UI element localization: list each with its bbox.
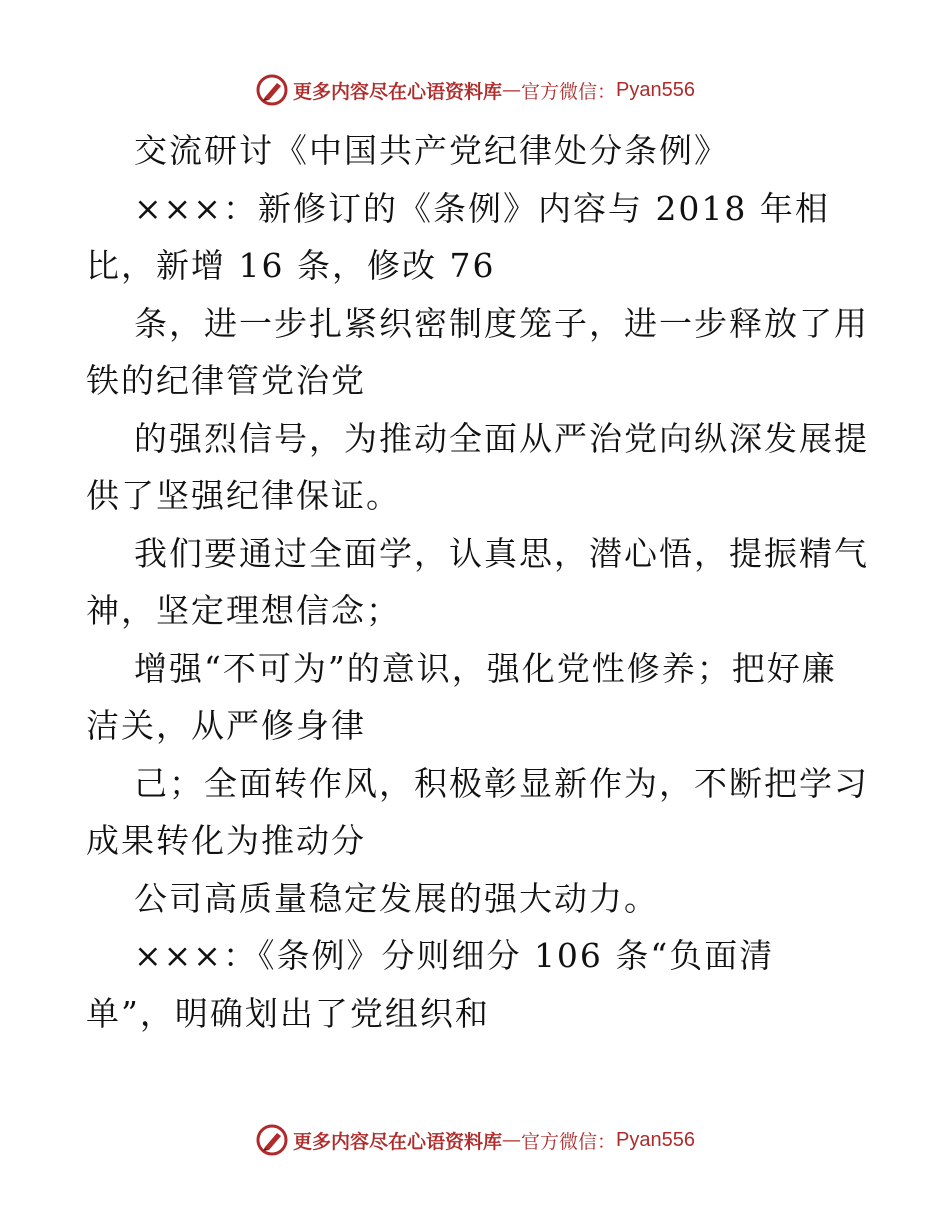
text-line: 己；全面转作风，积极彰显新作为，不断把学习 <box>134 763 869 803</box>
banner-wechat-label: 官方微信： <box>521 80 617 103</box>
banner-wechat-id: Pyan556 <box>616 78 695 101</box>
text-line: 的强烈信号，为推动全面从严治党向纵深发展提 <box>134 418 869 458</box>
text-line: ×××：新修订的《条例》内容与 2018 年相 <box>134 188 830 228</box>
pen-logo-icon <box>255 1123 289 1157</box>
banner-wechat-id: Pyan556 <box>616 1128 695 1151</box>
pen-logo-icon <box>255 73 289 107</box>
document-body <box>86 122 869 1042</box>
banner-text: 更多内容尽在心语资料库 <box>293 80 503 103</box>
text-line: 我们要通过全面学，认真思，潜心悟，提振精气 <box>134 533 869 573</box>
text-line: 交流研讨《中国共产党纪律处分条例》 <box>134 131 729 170</box>
text-line: ×××：《条例》分则细分 106 条“负面清 <box>134 936 775 975</box>
banner-separator: — <box>502 79 522 101</box>
text-line: 神，坚定理想信念； <box>86 591 401 630</box>
text-line: 比，新增 16 条，修改 76 <box>86 246 496 285</box>
banner-separator: — <box>502 1129 522 1151</box>
text-line: 条，进一步扎紧织密制度笼子，进一步释放了用 <box>134 303 869 343</box>
text-line: 单”，明确划出了党组织和 <box>86 993 490 1033</box>
banner-text: 更多内容尽在心语资料库 <box>293 1130 503 1153</box>
text-line: 洁关，从严修身律 <box>86 706 366 745</box>
banner-wechat-label: 官方微信： <box>521 1130 617 1153</box>
text-line: 供了坚强纪律保证。 <box>86 476 401 515</box>
text-line: 公司高质量稳定发展的强大动力。 <box>134 878 659 918</box>
text-line: 铁的纪律管党治党 <box>86 361 366 400</box>
text-line: 成果转化为推动分 <box>86 821 366 860</box>
text-line: 增强“不可为”的意识，强化党性修养；把好廉 <box>134 648 837 688</box>
header-banner <box>0 70 950 110</box>
footer-banner <box>0 1120 950 1160</box>
